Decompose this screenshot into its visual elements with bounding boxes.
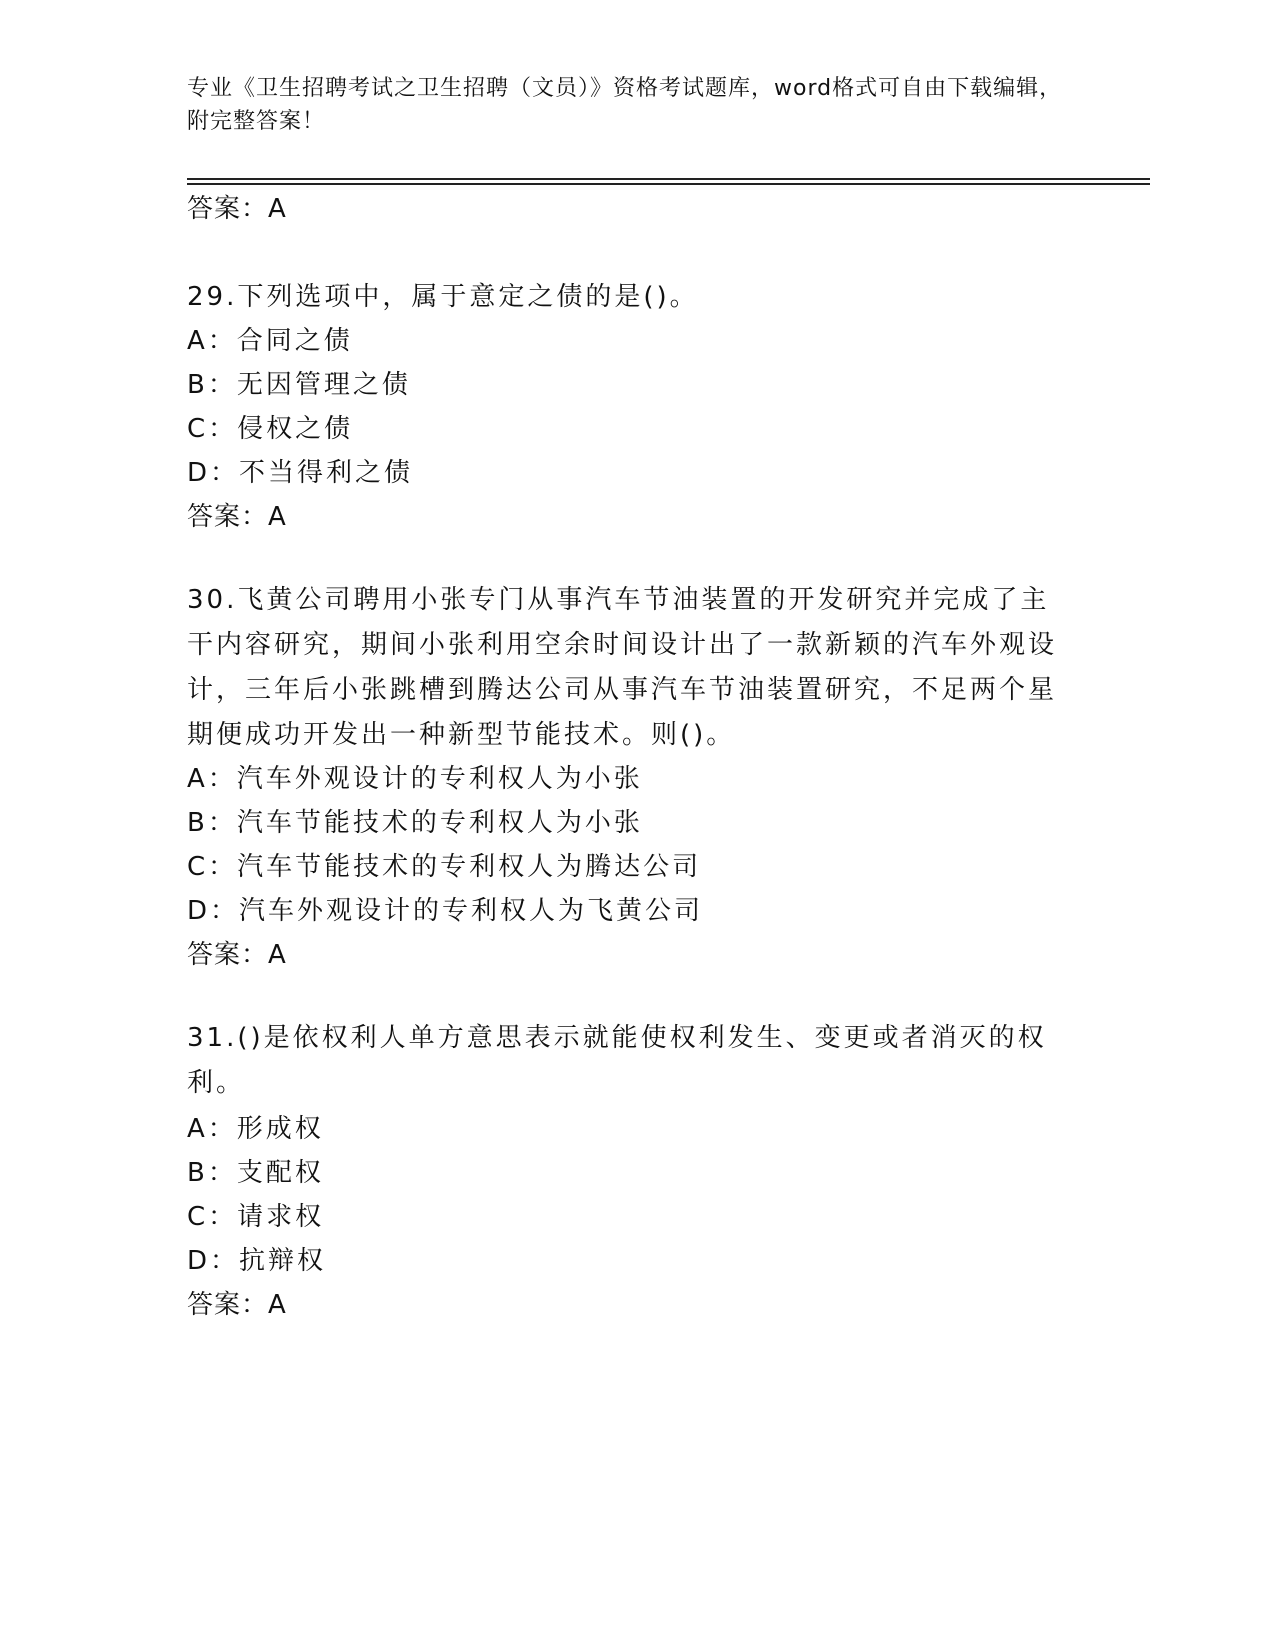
option-a: A：形成权 — [187, 1114, 324, 1144]
option-c: C：侵权之债 — [187, 414, 354, 444]
option-a: A：汽车外观设计的专利权人为小张 — [187, 764, 643, 794]
option-a: A：合同之债 — [187, 326, 353, 356]
option-b: B：支配权 — [187, 1158, 324, 1188]
option-b: B：无因管理之债 — [187, 370, 411, 400]
option-d: D：抗辩权 — [187, 1246, 327, 1276]
answer-label: 答案：A — [187, 194, 287, 224]
option-c: C：汽车节能技术的专利权人为腾达公司 — [187, 852, 702, 882]
option-b: B：汽车节能技术的专利权人为小张 — [187, 808, 643, 838]
answer-label: 答案：A — [187, 940, 287, 970]
header-rule-top — [187, 178, 1150, 180]
answer-label: 答案：A — [187, 502, 287, 532]
question-stem: 31.()是依权利人单方意思表示就能使权利发生、变更或者消灭的权利。 — [187, 1023, 1047, 1098]
question-stem: 29.下列选项中，属于意定之债的是()。 — [187, 282, 699, 312]
document-header: 专业《卫生招聘考试之卫生招聘（文员）》资格考试题库，word格式可自由下载编辑，附完整答案！ — [187, 76, 1063, 134]
header-rule-bottom — [187, 183, 1150, 185]
option-d: D：不当得利之债 — [187, 458, 414, 488]
option-d: D：汽车外观设计的专利权人为飞黄公司 — [187, 896, 704, 926]
option-c: C：请求权 — [187, 1202, 325, 1232]
answer-label: 答案：A — [187, 1290, 287, 1320]
question-stem: 30.飞黄公司聘用小张专门从事汽车节油装置的开发研究并完成了主干内容研究，期间小张利用空余时间设计出了一款新颖的汽车外观设计，三年后小张跳槽到腾达公司从事汽车节油装置研究，不足两个星期便成功开发出一种新型节能技术。则()。 — [187, 585, 1058, 750]
